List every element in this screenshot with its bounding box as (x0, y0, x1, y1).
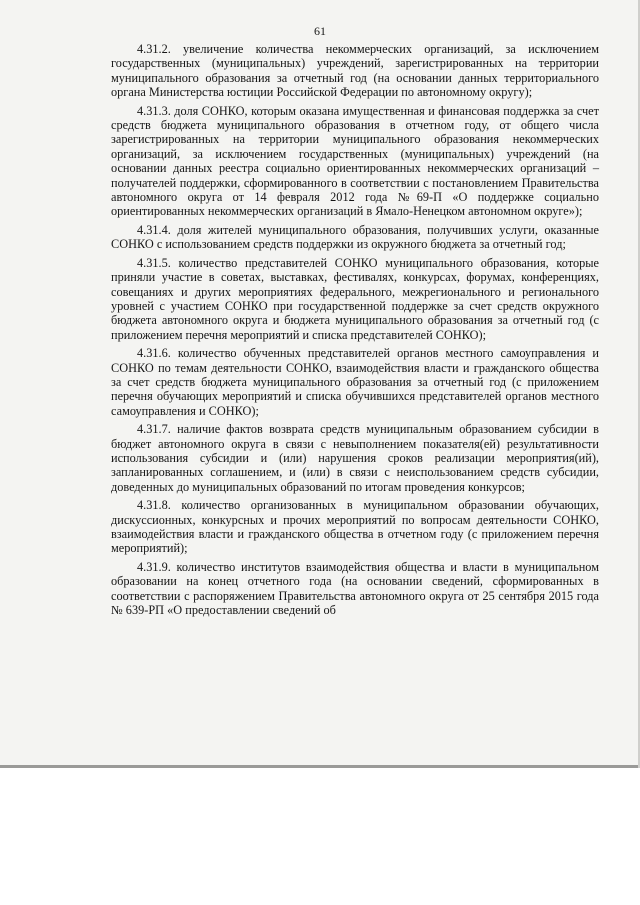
page-number: 61 (314, 24, 326, 38)
paragraph-4-31-9: 4.31.9. количество институтов взаимодействия общества и власти в муниципальном образовании на конец отчетного года (на основании сведений, сформированных в соответствии с распоряжением Правительства автономного округа от 25 сентября 2015 года № 639-РП «О предоставлении сведений об (111, 559, 599, 618)
document-body (111, 42, 599, 621)
paragraph-4-31-4: 4.31.4. доля жителей муниципального образования, получивших услуги, оказанные СОНКО с использованием средств поддержки из окружного бюджета за отчетный год; (111, 222, 599, 252)
paragraph-4-31-2: 4.31.2. увеличение количества некоммерческих организаций, за исключением государственных (муниципальных) учреждений, зарегистрированных на территории муниципального образования за отчетный год (на основании данных территориального органа Министерства юстиции Российской Федерации по автономному округу); (111, 42, 599, 100)
paragraph-4-31-7: 4.31.7. наличие фактов возврата средств муниципальным образованием субсидии в бюджет автономного округа в связи с невыполнением показателя(ей) результативности использования субсидии и (или) нарушения сроков реализации мероприятия(ий), запланированных соглашением, и (или) в связи с неиспользованием средств субсидии, доведенных до муниципальных образований по итогам проведения конкурсов; (111, 422, 599, 494)
paragraph-4-31-6: 4.31.6. количество обученных представителей органов местного самоуправления и СОНКО по темам деятельности СОНКО, взаимодействия власти и гражданского общества за счет средств бюджета муниципального образования за отчетный год (с приложением перечня обучающих мероприятий и списка обучившихся представителей органов местного самоуправления и СОНКО); (111, 346, 599, 418)
paragraph-4-31-8: 4.31.8. количество организованных в муниципальном образовании обучающих, дискуссионных, конкурсных и прочих мероприятий по вопросам деятельности СОНКО, взаимодействия власти и гражданского общества в отчетном году (с приложением перечня мероприятий); (111, 498, 599, 556)
paragraph-4-31-5: 4.31.5. количество представителей СОНКО муниципального образования, которые приняли участие в советах, выставках, фестивалях, конкурсах, форумах, конференциях, совещаниях и других мероприятиях федерального, межрегионального и регионального уровней с участием СОНКО при государственной поддержке за счет средств окружного бюджета автономного округа и бюджета муниципального образования за отчетный год (с приложением перечня мероприятий и списка представителей СОНКО); (111, 255, 599, 342)
paragraph-4-31-3: 4.31.3. доля СОНКО, которым оказана имущественная и финансовая поддержка за счет средств бюджета муниципального образования в отчетном году, от общего числа зарегистрированных на территории муниципального образования некоммерческих организаций, за исключением государственных (муниципальных) учреждений (на основании данных реестра социально ориентированных некоммерческих организаций – получателей поддержки, сформированного в соответствии с постановлением Правительства автономного округа от 14 февраля 2012 года №69-П «О поддержке социально ориентированных некоммерческих организаций в Ямало-Ненецком автономном округе»); (111, 103, 599, 219)
